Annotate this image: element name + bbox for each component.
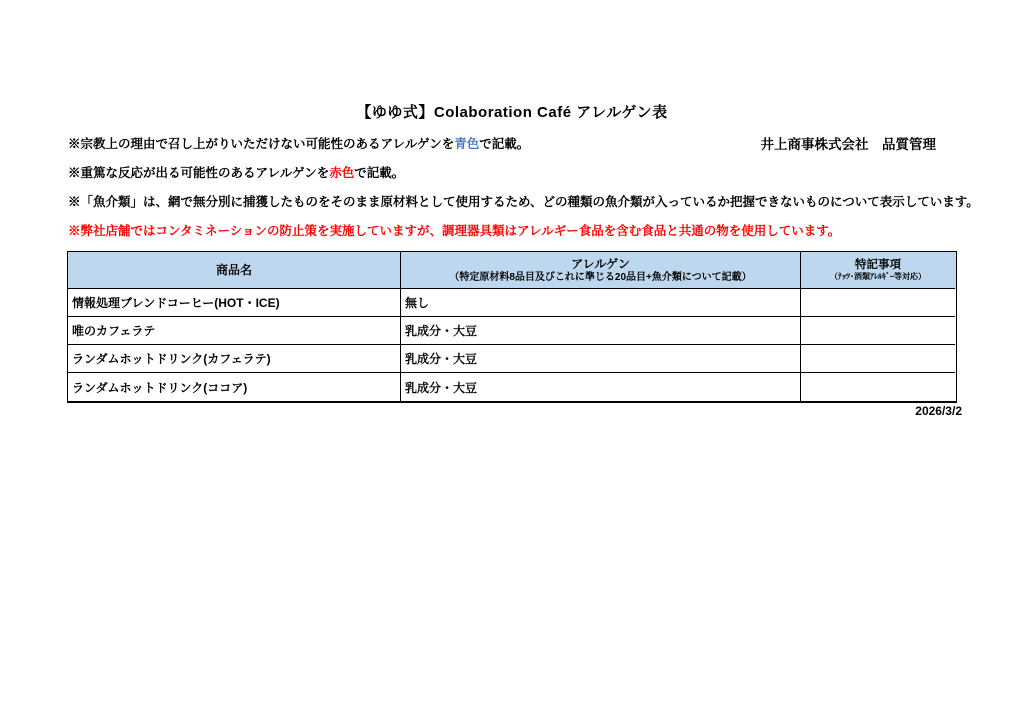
- company-name: 井上商事株式会社 品質管理: [760, 137, 936, 152]
- table-row: [68, 317, 956, 345]
- page-title: 【ゆゆ式】Colaboration Café アレルゲン表: [356, 104, 668, 121]
- table-header-row: [68, 252, 956, 289]
- allergen-table: [67, 251, 957, 403]
- header-product-name: [68, 252, 401, 289]
- note-severe-suffix: で記載。: [354, 166, 405, 180]
- product-name-cell: 情報処理ブレンドコーヒー(HOT・ICE): [68, 289, 401, 317]
- note-contamination-text: ※弊社店舗ではコンタミネーションの防止策を実施していますが、調理器具類はアレルギー食品を含む食品と共通の物を使用しています。: [68, 224, 841, 238]
- allergen-cell: 乳成分・大豆: [401, 317, 801, 345]
- header-special-notes: [801, 252, 955, 289]
- note-seafood-text: ※「魚介類」は、網で無分別に捕獲したものをそのまま原材料として使用するため、どの種類の魚介類が入っているか把握できないものについて表示しています。: [68, 195, 979, 209]
- table-row: [68, 373, 956, 401]
- header-allergen-sublabel: （特定原材料8品目及びこれに準じる20品目+魚介類について記載）: [449, 271, 752, 283]
- product-name-cell: ランダムホットドリンク(ココア): [68, 373, 401, 401]
- note-religious-suffix: で記載。: [479, 137, 530, 151]
- allergen-cell: 乳成分・大豆: [401, 345, 801, 373]
- table-row: [68, 345, 956, 373]
- note-contamination: [68, 221, 840, 239]
- note-religious-prefix: ※宗教上の理由で召し上がりいただけない可能性のあるアレルゲンを: [68, 137, 455, 151]
- header-allergen: [401, 252, 801, 289]
- product-name-cell: 唯のカフェラテ: [68, 317, 401, 345]
- special-note-cell: [801, 289, 955, 317]
- special-note-cell: [801, 373, 955, 401]
- note-severe-highlight-red: 赤色: [329, 166, 355, 180]
- special-note-cell: [801, 345, 955, 373]
- note-severe-prefix: ※重篤な反応が出る可能性のあるアレルゲンを: [68, 166, 330, 180]
- document-date: 2026/3/2: [915, 404, 962, 418]
- product-name-cell: ランダムホットドリンク(カフェラテ): [68, 345, 401, 373]
- table-row: [68, 289, 956, 317]
- allergen-cell: 無し: [401, 289, 801, 317]
- note-religious-highlight-blue: 青色: [454, 137, 480, 151]
- note-seafood: [68, 192, 979, 210]
- header-special-notes-sublabel: （ﾅｯﾂ･酒類ｱﾚﾙｷﾞｰ等対応）: [830, 272, 926, 282]
- header-product-label: 商品名: [215, 262, 252, 277]
- special-note-cell: [801, 317, 955, 345]
- header-allergen-label: アレルゲン: [571, 256, 630, 271]
- note-severe-allergen: [68, 163, 404, 181]
- allergen-cell: 乳成分・大豆: [401, 373, 801, 401]
- note-religious-allergen: [68, 134, 529, 152]
- header-special-notes-label: 特記事項: [855, 259, 901, 272]
